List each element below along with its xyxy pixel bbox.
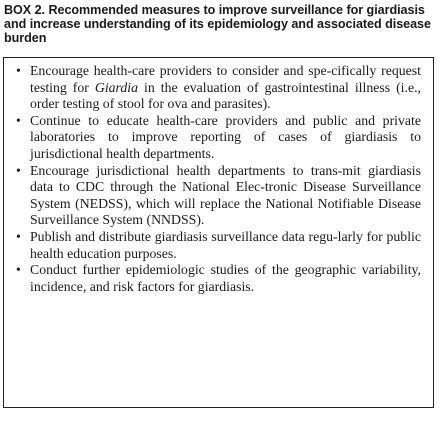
item-italic-text: Giardia xyxy=(94,79,139,95)
item-text-end: in the evaluation of gastrointestinal illness (i.e., order testing of stool for ova and parasites). xyxy=(30,79,421,112)
bullet: • xyxy=(16,162,21,178)
bullet: • xyxy=(16,63,21,78)
bullet: • xyxy=(16,112,21,128)
list-item xyxy=(16,63,421,113)
item-text: Encourage health-care providers to consider and spe-cifically request testing for xyxy=(30,63,421,95)
list-item xyxy=(16,262,421,295)
measures-box xyxy=(3,57,434,408)
list-item xyxy=(16,162,421,229)
item-text: Conduct further epidemiologic studies of the geographic variability, incidence, and risk factors for giardiasis. xyxy=(30,262,421,294)
bullet: • xyxy=(16,262,21,278)
item-text: Publish and distribute giardiasis surveillance data regu-larly for public health education purposes. xyxy=(30,228,421,261)
measures-list xyxy=(4,58,433,295)
list-item xyxy=(16,112,421,163)
item-text: Continue to educate health-care providers and public and private laboratories to improve reporting of cases of giardiasis to jurisdictional health departments. xyxy=(30,112,421,161)
box-title: BOX 2. Recommended measures to improve surveillance for giardiasis and increase understanding of its epidemiology and associated disease burden xyxy=(4,3,431,45)
list-item xyxy=(16,228,421,262)
item-text: Encourage jurisdictional health departments to trans-mit giardiasis data to CDC through the National Elec-tronic Disease Surveillance System (NEDSS), which will replace the National Notifiable Disease Surveillance System (NNDSS). xyxy=(30,162,421,228)
bullet: • xyxy=(16,228,21,244)
